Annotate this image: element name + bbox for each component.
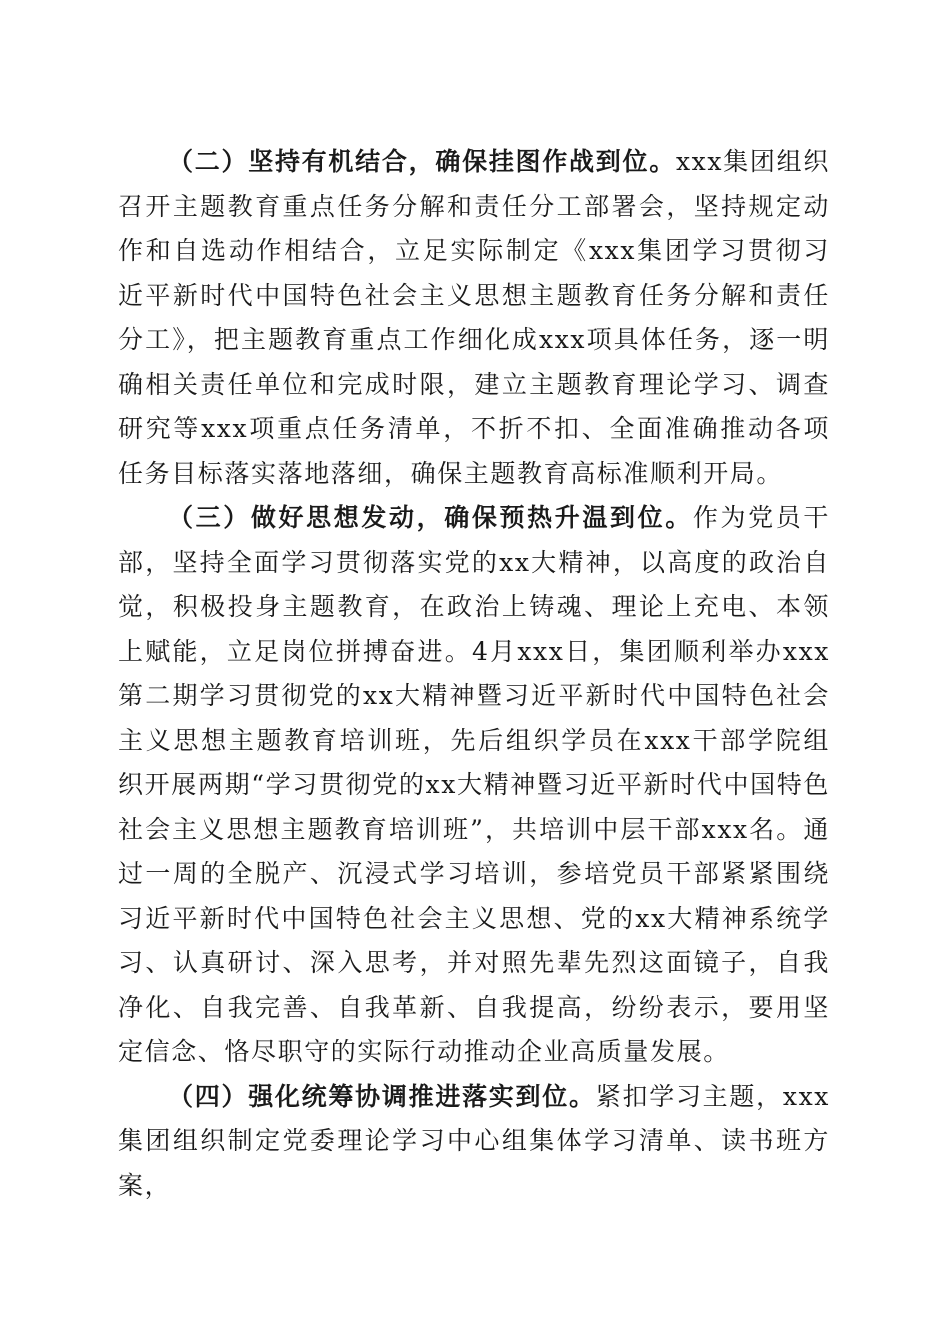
paragraph-section-4	[118, 1075, 830, 1209]
paragraph-section-3	[118, 496, 830, 1075]
section-heading: （三）做好思想发动，确保预热升温到位。	[168, 503, 693, 532]
section-text: 紧扣学习主题，xxx集团组织制定党委理论学习中心组集体学习清单、读书班方案，	[118, 1081, 830, 1200]
document-body	[118, 140, 830, 1208]
paragraph-section-2	[118, 140, 830, 496]
section-heading: （四）强化统筹协调推进落实到位。	[168, 1081, 596, 1111]
section-heading: （二）坚持有机结合，确保挂图作战到位。	[168, 147, 676, 176]
section-text: xxx集团组织召开主题教育重点任务分解和责任分工部署会，坚持规定动作和自选动作相结合，立足实际制定《xxx集团学习贯彻习近平新时代中国特色社会主义思想主题教育任务分解和责任分工》，把主题教育重点工作细化成xxx项具体任务，逐一明确相关责任单位和完成时限，建立主题教育理论学习、调查研究等xxx项重点任务清单，不折不扣、全面准确推动各项任务目标落实落地落细，确保主题教育高标准顺利开局。	[118, 147, 831, 488]
section-text: 作为党员干部，坚持全面学习贯彻落实党的xx大精神，以高度的政治自觉，积极投身主题教育，在政治上铸魂、理论上充电、本领上赋能，立足岗位拼搏奋进。4月xxx日，集团顺利举办xxx第二期学习贯彻党的xx大精神暨习近平新时代中国特色社会主义思想主题教育培训班，先后组织学员在xxx干部学院组织开展两期“学习贯彻党的xx大精神暨习近平新时代中国特色社会主义思想主题教育培训班”，共培训中层干部xxx名。通过一周的全脱产、沉浸式学习培训，参培党员干部紧紧围绕习近平新时代中国特色社会主义思想、党的xx大精神系统学习、认真研讨、深入思考，并对照先辈先烈这面镜子，自我净化、自我完善、自我革新、自我提高，纷纷表示，要用坚定信念、恪尽职守的实际行动推动企业高质量发展。	[118, 503, 830, 1066]
